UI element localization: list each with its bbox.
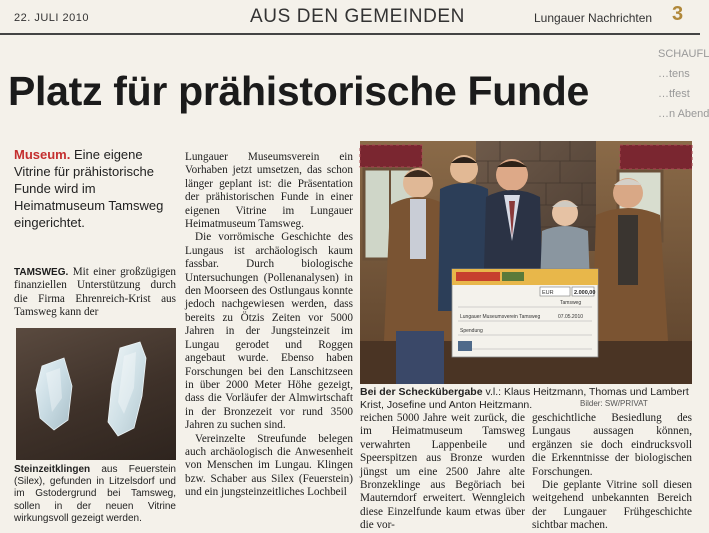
lead-keyword: Museum. (14, 147, 71, 162)
paragraph: Lungauer Museumsverein ein Vorhaben jetzt umsetzen, das schon länger geplant ist: die Präsentation der prähistorischen Funde in einer eigenen Vitrine im Lungauer Heimatmuseum Tamsweg. (185, 151, 353, 231)
bleed-line: …tfest (658, 88, 690, 100)
paragraph: Die geplante Vitrine soll diesen weitgehend unbekannten Bereich der Lungauer Frühgeschichte sichtbar machen. (532, 479, 692, 532)
bleed-line: …tens (658, 68, 690, 80)
cheque-currency: EUR (542, 290, 554, 296)
paragraph: reichen 5000 Jahre weit zurück, die im Heimatmuseum Tamsweg verwahrten Lappenbeile und Speerspitzen aus Bronze wurden jüngst um eine 2500 Jahre alte Bronzeklinge aus Begöriach bei Mauterndorf erweitert. Wenngleich diese Einzelfunde kaum etwas über die vor- (360, 412, 525, 532)
cheque-purpose: Spendung (460, 328, 483, 334)
stone-blades-illustration (16, 328, 176, 460)
caption-lead: Steinzeitklingen (14, 464, 91, 475)
lead-text: Eine eigene Vitrine für prähistorische Funde wird im Heimatmuseum Tamsweg eingerichtet. (14, 147, 164, 230)
article-column-3 (360, 412, 525, 533)
article-column-1 (14, 266, 176, 320)
article-headline: Platz für prähistorische Funde (8, 68, 590, 114)
paragraph-text: Mit einer großzügigen finanziellen Unterstützung durch die Firma Ehrenreich-Krist aus Tamsweg kann der (14, 266, 176, 319)
caption-lead: Bei der Scheckübergabe (360, 386, 483, 398)
cheque-recipient: Lungauer Museumsverein Tamsweg (460, 314, 541, 320)
cheque-board (452, 269, 598, 357)
caption-text: aus Feuerstein (Silex), gefunden in Litzelsdorf und im Gstodergrund bei Tamsweg, sollen in der neuen Vitrine wirkungsvoll gezeigt werden. (14, 464, 176, 524)
bleed-line: …n Abend (658, 108, 709, 120)
paragraph: Die vorrömische Geschichte des Lungaus ist archäologisch kaum fassbar. Durch biologische Untersuchungen (Pollenanalysen) in den Moorseen des Ostlungaus konnte jedoch nachgewiesen werden, dass bereits zu Ötzis Zeiten vor 5000 Jahren in der Jungsteinzeit im Lungau gerodet und Roggen angebaut wurde. Ebenso haben Forschungen bei den Lanschitzseen in über 2000 Meter Höhe gezeigt, dass die Vorläufer der Almwirtschaft in der Bronzezeit vor rund 3500 Jahren zu suchen sind. (185, 231, 353, 432)
cheque-city: Tamsweg (560, 300, 582, 306)
dateline: TAMSWEG. (14, 267, 69, 278)
paragraph: Vereinzelte Streufunde belegen auch archäologisch die Anwesenheit von Menschen im Lungau. Klingen bzw. Schaber aus Silex (Feuerstein) und ein jungsteinzeitliches Lochbeil (185, 432, 353, 499)
article-lead (14, 146, 174, 231)
page-header (0, 0, 700, 34)
cheque-handover-illustration (360, 141, 692, 384)
section-title: AUS DEN GEMEINDEN (250, 6, 466, 27)
article-column-2 (185, 151, 353, 500)
photo-credit: Bilder: SW/PRIVAT (580, 399, 648, 408)
cheque-handover-photo (360, 141, 692, 384)
bleed-line: SCHAUFL (658, 48, 709, 60)
stone-photo-caption (14, 464, 176, 525)
header-rule (0, 33, 700, 35)
page-number: 3 (672, 3, 684, 25)
caption-text: v.l.: Klaus Heitzmann, Thomas und Lambert Krist, Josefine und Anton Heitzmann. (360, 386, 689, 411)
stone-blades-photo (16, 328, 176, 460)
paragraph: geschichtliche Besiedlung des Lungaus aussagen können, ergänzen sie doch eindrucksvoll die Erkenntnisse der biologischen Forschungen. (532, 412, 692, 478)
issue-date: 22. JULI 2010 (14, 12, 89, 24)
paragraph (14, 266, 176, 320)
cheque-amount: 2.000,00 (574, 290, 596, 296)
cheque-date: 07.05.2010 (558, 314, 584, 320)
newspaper-name: Lungauer Nachrichten (534, 11, 653, 25)
article-column-4 (532, 412, 692, 533)
